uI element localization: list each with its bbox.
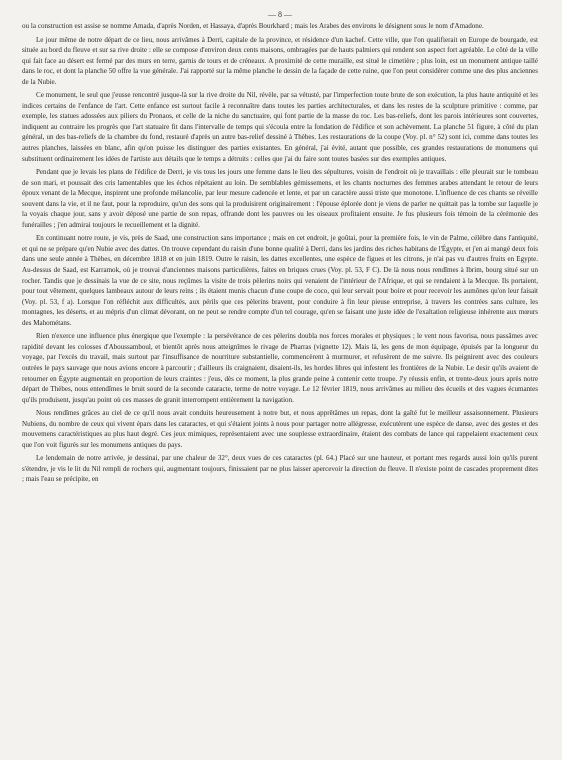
paragraph-1: ou la construction est assise se nomme Amada, d'après Norden, et Hassaya, d'après Bourkhard ; mais les Arabes des environs le désignent sous le nom d'Amadone. [22, 22, 484, 30]
paragraph-4: Pendant que je levais les plans de l'édifice de Derri, je vis tous les jours une femme dans le lieu des sépultures, voisin de l'endroit où je travaillais : elle pleurait sur le tombeau de son mari, et poussait des cris lamentables que les échos répétaient au loin. De semblables gémissemens, et les chants nocturnes des femmes arabes attendant le retour de leurs époux venant de la Mecque, inspirent une profonde mélancolie, par leur mesure cadencée et lente, et par un caractère aussi triste que monotone. L'influence de ces chants se réveille souvent dans la vie, et il ne faut, pour la reproduire, qu'un des sons qui la produisirent originairement : l'épouse éplorée dont je viens de parler ne quittait pas la tombe sur laquelle je la voyais chaque jour, sans y avoir déposé une partie de son repas, offrande dont les pauvres ou les oiseaux profitaient ensuite. Je fus plusieurs fois témoin de la cérémonie des funérailles ; j'en admirai toujours le recueillement et la dignité. [22, 168, 538, 229]
paragraph-3: Ce monument, le seul que j'eusse rencontré jusque-là sur la rive droite du Nil, révèle, par sa vétusté, par l'imperfection toute brute de son exécution, la plus haute antiquité et les indices certains de l'enfance de l'art. Cette enfance est surtout facile à reconnaître dans toutes les parties architecturales, et dans les restes de la sculpture primitive : comme, par exemple, les statues adossées aux piliers du Pronaos, et celle de la niche du sanctuaire, qui font partie de la masse du roc. Les bas-reliefs, dont les parois intérieures sont couvertes, indiquent au contraire les progrès que l'art statuaire fit dans l'intervalle de temps qui s'écoula entre la fondation de l'édifice et son achèvement. La planche 51 figure, à côté du plan général, un des bas-reliefs de la chambre du fond, restauré d'après un autre bas-relief dessiné à Thèbes. Les restaurations de la coupe (Voy. pl. n° 52) sont ici, comme dans toutes les autres planches, laissées en blanc, afin qu'on puisse les distinguer des parties existantes. En général, j'ai évité, autant que possible, ces grandes restaurations de monumens qui substituent ordinairement les idées de l'artiste aux détails que le temps a détruits : celles que j'ai du faire sont toutes basées sur des exemples antiques. [22, 91, 538, 163]
paragraph-2: Le jour même de notre départ de ce lieu, nous arrivâmes à Derri, capitale de la province, et résidence d'un kachef. Cette ville, que l'on qualifierait en Europe de bourgade, est située au bord du fleuve et sur sa rive droite : elle se compose d'environ deux cents maisons, ombragées par de hauts palmiers qui rendent son aspect fort agréable. Le côté de la ville qui fait face au désert est fermé par des murs en terre, garnis de tours et de créneaux. A proximité de cette muraille, est situé le cimetière ; plus loin, est un monument antique taillé dans le roc, et dont la planche 50 offre la vue générale. J'ai rapporté sur la même planche le dessin de la façade de cette ruine, que l'on peut considérer comme une des plus anciennes de la Nubie. [22, 35, 538, 86]
paragraph-7: Nous rendîmes grâces au ciel de ce qu'il nous avait conduits heureusement à notre but, et nous apprêtâmes un repas, dont la gaîté fut le meilleur assaisonnement. Plusieurs Nubiens, du nombre de ceux qui vivent épars dans les cataractes, et qui s'étaient joints à nous pour partager notre allégresse, exécutèrent une espèce de danse, avec des gestes et des mouvemens caractéristiques au plus haut degré. Ces jeux mimiques, représentaient avec une souplesse extraordinaire, étaient des combats de lance qui rappelaient exactement ceux que l'on voit figurés sur les monumens antiques du pays. [22, 409, 538, 449]
paragraph-6: Rien n'exerce une influence plus énergique que l'exemple : la persévérance de ces pèlerins doubla nos forces morales et physiques ; le vent nous favorisa, nous passâmes avec rapidité devant les colosses d'Aboussamboul, et bientôt après nous atteignîmes le rivage de Pharras (vignette 12). Mais là, les gens de mon équipage, épuisés par la longueur du voyage, par l'excès du travail, mais surtout par l'insuffisance de nourriture substantielle, commencèrent à murmurer, et refusèrent de me suivre. Ils peignirent avec des couleurs outrées le pays sauvage que nous avions encore à parcourir ; d'ailleurs ils craignaient, disaient-ils, les hordes libres qui infestent les frontières de la Nubie. Le desir qu'ils avaient de retourner en Égypte augmentait en proportion de leurs craintes : j'eus, dès ce moment, la plus grande peine à contenir cette troupe. J'y réussis enfin, et trente-deux jours après notre départ de Thèbes, nous entendîmes le bruit sourd de la seconde cataracte, terme de notre voyage. Le 12 février 1819, nous arrivâmes au milieu des écueils et des vagues écumantes qu'ils produisent, jusqu'au point où ces masses de granit interrompent entièrement la navigation. [22, 332, 538, 404]
page-number: — 8 — [268, 10, 292, 19]
paragraph-8: Le lendemain de notre arrivée, je dessinai, par une chaleur de 32°, deux vues de ces cataractes (pl. 64.) Placé sur une hauteur, et portant mes regards aussi loin qu'ils purent s'étendre, je vis le lit du Nil rempli de rochers qui, augmentant toujours, finissaient par ne plus laisser apercevoir la direction du fleuve. Il n'existe point de cascades proprement dites ; mais l'eau se précipite, en [22, 454, 538, 484]
paragraph-5: En continuant notre route, je vis, près de Saad, une construction sans importance ; mais en cet endroit, je goûtai, pour la première fois, le vin de Palme, célèbre dans l'antiquité, et qui ne se prépare qu'en Nubie avec des dattes. On trouve cependant du raisin d'une bonne qualité à Derri, dans les jardins des riches habitans de l'Égypte, et j'en ai mangé deux fois dans une seule année à Thèbes, en décembre 1818 et en juin 1819. Outre le raisin, les dattes excellentes, une espèce de figues et les citrons, je n'ai pas vu d'autres fruits en Egypte. Au-dessus de Saad, est Karramok, où je trouvai d'anciennes maisons particulières, faites en briques crues (Voy. pl. 53, F C). De là nous nous rendîmes à Ibrim, bourg situé sur un rocher. Tandis que je dessinais la vue de ce site, nous reçûmes la visite de trois pèlerins noirs qui venaient de l'intérieur de l'Afrique, et qui se rendaient à la Mecque. Ils portaient, pour tout vêtement, quelques lambeaux autour de leurs reins ; ils étaient munis chacun d'une coupe de coco, qui leur servait pour boire et pour recevoir les aumônes qu'on leur faisait (Voy. pl. 53, f a). Lorsque l'on réfléchit aux difficultés, aux périls que ces pèlerins bravent, pour conduire à fin leur pieuse entreprise, à travers les contrées sans culture, les montagnes, les déserts, et au mépris d'un climat dévorant, on ne peut se rendre compte d'un tel courage, qu'en se faisant une juste idée de l'exaltation religieuse inhérente aux mœurs des Mahométans. [22, 234, 538, 327]
